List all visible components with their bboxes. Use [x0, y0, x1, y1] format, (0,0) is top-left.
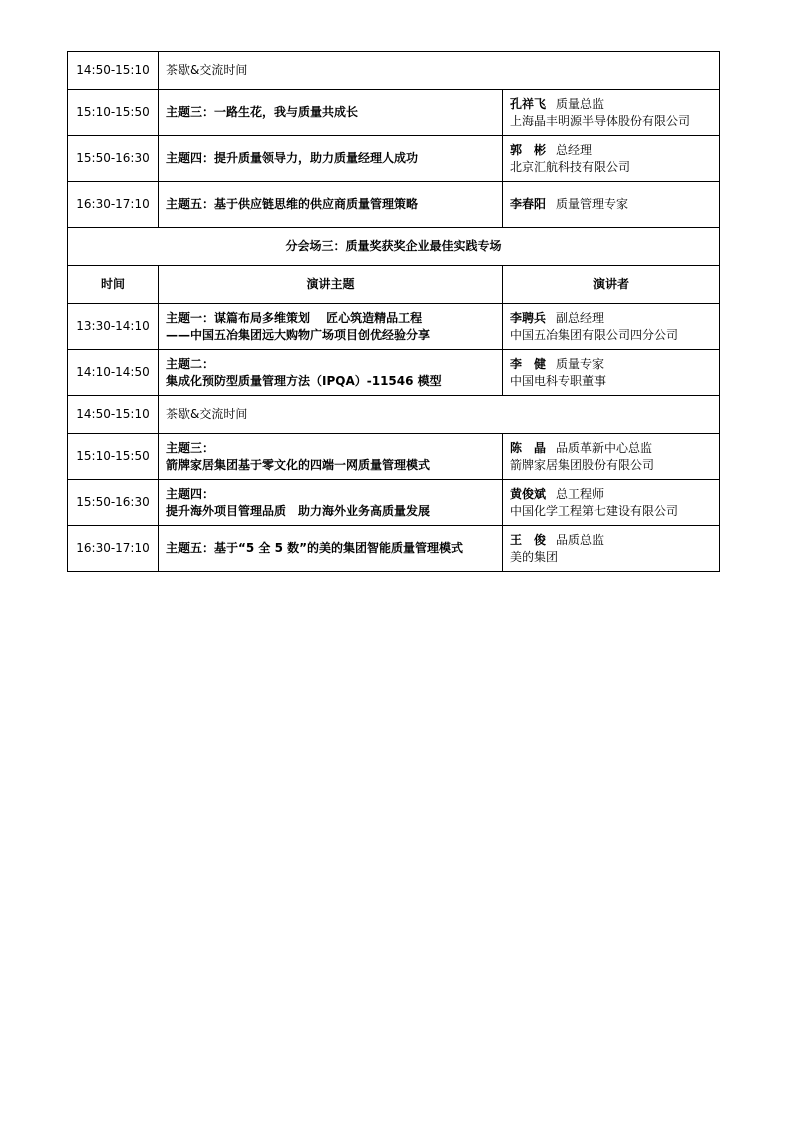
speaker-line: [510, 196, 712, 213]
topic-cell: [159, 434, 503, 480]
table-row: [68, 304, 720, 350]
agenda-bottom-rows: [68, 304, 720, 572]
speaker-line: [510, 440, 712, 457]
topic-line: 主题一：谋篇布局多维策划 匠心筑造精品工程: [166, 310, 423, 325]
break-row: [68, 52, 720, 90]
speaker-name: 李聘兵: [510, 310, 547, 325]
speaker-cell: [503, 526, 720, 572]
table-row: [68, 480, 720, 526]
speaker-cell: [503, 350, 720, 396]
time-cell: 14:10-14:50: [68, 350, 159, 396]
break-label: 茶歇&交流时间: [159, 396, 720, 434]
topic-cell: [159, 480, 503, 526]
speaker-org: 箭牌家居集团股份有限公司: [510, 457, 655, 472]
speaker-org: 美的集团: [510, 549, 559, 564]
speaker-role: 质量专家: [556, 356, 605, 371]
topic-cell: [159, 350, 503, 396]
table-row: [68, 90, 720, 136]
speaker-org: 中国化学工程第七建设有限公司: [510, 503, 679, 518]
agenda-top-rows: [68, 52, 720, 228]
topic-line: 集成化预防型质量管理方法（IPQA）-11546 模型: [166, 373, 442, 388]
topic-line: 提升海外项目管理品质 助力海外业务高质量发展: [166, 503, 431, 518]
speaker-line: [510, 532, 712, 549]
break-row: [68, 396, 720, 434]
speaker-name: 陈 晶: [510, 440, 547, 455]
table-row: [68, 136, 720, 182]
table-row: [68, 350, 720, 396]
topic-line: 主题五：基于供应链思维的供应商质量管理策略: [166, 197, 419, 211]
speaker-org: 中国电科专职董事: [510, 373, 607, 388]
speaker-cell: [503, 90, 720, 136]
speaker-role: 质量总监: [556, 96, 605, 111]
time-cell: 15:10-15:50: [68, 90, 159, 136]
topic-cell: [159, 136, 503, 182]
topic-line: 主题三：: [166, 440, 215, 455]
speaker-cell: [503, 434, 720, 480]
topic-cell: [159, 526, 503, 572]
topic-cell: [159, 90, 503, 136]
speaker-line: [510, 310, 712, 327]
section-block: [68, 228, 720, 304]
topic-cell: [159, 304, 503, 350]
speaker-name: 李春阳: [510, 197, 547, 211]
speaker-role: 品质革新中心总监: [556, 440, 653, 455]
topic-line: 主题四：提升质量领导力，助力质量经理人成功: [166, 151, 419, 165]
time-cell: 15:10-15:50: [68, 434, 159, 480]
topic-line: 主题五：基于“5 全 5 数”的美的集团智能质量管理模式: [166, 541, 464, 555]
speaker-line: [510, 356, 712, 373]
time-cell: 15:50-16:30: [68, 480, 159, 526]
section-title-row: [68, 228, 720, 266]
speaker-name: 李 健: [510, 356, 547, 371]
topic-line: 主题二：: [166, 356, 215, 371]
agenda-table: [67, 51, 720, 572]
time-cell: 15:50-16:30: [68, 136, 159, 182]
time-cell: 16:30-17:10: [68, 526, 159, 572]
section-title: 分会场三：质量奖获奖企业最佳实践专场: [68, 228, 720, 266]
table-row: [68, 526, 720, 572]
header-topic: 演讲主题: [159, 266, 503, 304]
time-cell: 16:30-17:10: [68, 182, 159, 228]
speaker-cell: [503, 480, 720, 526]
speaker-role: 副总经理: [556, 310, 605, 325]
topic-line: ——中国五冶集团远大购物广场项目创优经验分享: [166, 327, 431, 342]
speaker-org: 中国五冶集团有限公司四分公司: [510, 327, 679, 342]
speaker-org: 上海晶丰明源半导体股份有限公司: [510, 113, 691, 128]
header-time: 时间: [68, 266, 159, 304]
speaker-line: [510, 142, 712, 159]
speaker-line: [510, 486, 712, 503]
table-row: [68, 182, 720, 228]
speaker-cell: [503, 136, 720, 182]
column-header-row: [68, 266, 720, 304]
speaker-name: 王 俊: [510, 532, 547, 547]
speaker-role: 总经理: [556, 142, 593, 157]
speaker-name: 黄俊斌: [510, 486, 547, 501]
time-cell: 13:30-14:10: [68, 304, 159, 350]
speaker-role: 品质总监: [556, 532, 605, 547]
speaker-role: 质量管理专家: [556, 197, 629, 211]
speaker-role: 总工程师: [556, 486, 605, 501]
speaker-cell: [503, 182, 720, 228]
break-label: 茶歇&交流时间: [159, 52, 720, 90]
speaker-name: 孔祥飞: [510, 96, 547, 111]
header-speaker: 演讲者: [503, 266, 720, 304]
speaker-name: 郭 彬: [510, 142, 547, 157]
topic-line: 箭牌家居集团基于零文化的四端一网质量管理模式: [166, 457, 431, 472]
time-cell: 14:50-15:10: [68, 396, 159, 434]
speaker-line: [510, 96, 712, 113]
table-row: [68, 434, 720, 480]
speaker-org: 北京汇航科技有限公司: [510, 159, 631, 174]
topic-line: 主题四：: [166, 486, 215, 501]
topic-cell: [159, 182, 503, 228]
topic-line: 主题三：一路生花，我与质量共成长: [166, 105, 359, 119]
time-cell: 14:50-15:10: [68, 52, 159, 90]
speaker-cell: [503, 304, 720, 350]
